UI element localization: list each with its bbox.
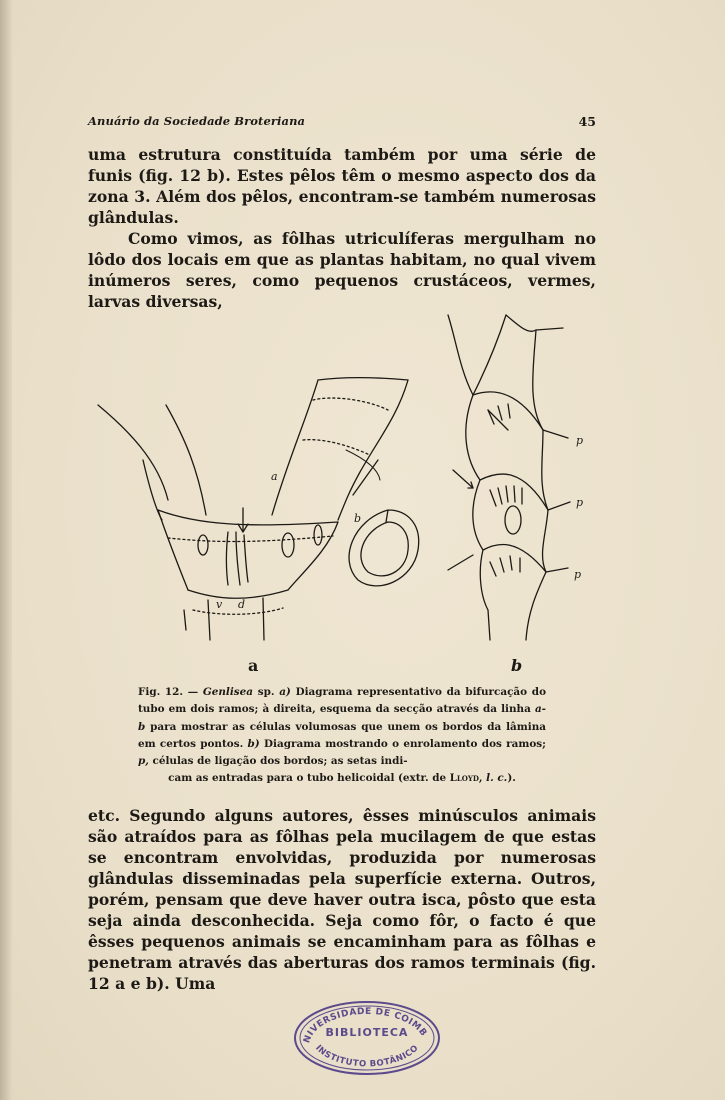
figure-drawing — [88, 310, 596, 680]
annotation-d: d — [238, 598, 246, 611]
page-number: 45 — [578, 114, 596, 129]
annotation-v: v — [216, 598, 223, 611]
paragraph-1: uma estrutura constituída também por uma série de funis (fig. 12 b). Estes pêlos têm o mesmo aspecto dos da zona 3. Além dos pêlos, encontram-se também numerosas glândulas. — [88, 145, 596, 227]
caption-fig-number: Fig. 12. — — [138, 686, 199, 698]
caption-ref: l. c. — [486, 772, 508, 785]
book-spine-shadow — [0, 0, 12, 1100]
svg-text:INSTITUTO BOTÂNICO — [313, 1043, 421, 1069]
stamp-bottom-text: INSTITUTO BOTÂNICO — [313, 1043, 421, 1070]
caption-text-4: Diagrama mostrando o enrolamento dos ramos; — [259, 737, 546, 750]
caption-last-pre: cam as entradas para o tubo helicoidal (extr. de — [168, 772, 450, 785]
figure-caption — [138, 684, 546, 788]
bottom-text-block — [88, 805, 596, 994]
figure-12 — [88, 310, 596, 680]
panel-b-label: b — [511, 656, 523, 675]
library-stamp — [292, 996, 442, 1076]
annotation-p3: p — [574, 568, 582, 581]
caption-last-line: cam as entradas para o tubo helicoidal (extr. de Lloyd, l. c.). — [168, 772, 516, 785]
page-header — [88, 114, 596, 134]
annotation-p2: p — [576, 496, 584, 509]
paragraph-3: etc. Segundo alguns autores, êsses minúsculos animais são atraídos para as fôlhas pela mucilagem de que estas se encontram envolvidas, produzida por numerosas glândulas disseminadas pela superfície externa. Outros, porém, pensam que deve haver outra isca, pôsto que esta seja ainda desconhecida. Seja como fôr, o facto é que êsses pequenos animais se encaminham para as fôlhas e penetram através das aberturas dos ramos terminais (fig. 12 a e b). Uma — [88, 806, 596, 993]
caption-author: Lloyd — [449, 773, 479, 785]
caption-ab: a-b — [138, 703, 546, 733]
annotation-b: b — [354, 512, 362, 525]
paragraph-2: Como vimos, as fôlhas utriculíferas mergulham no lôdo dos locais em que as plantas habitam, no qual vivem inúmeros seres, como pequenos crustáceos, vermes, larvas diversas, — [88, 229, 596, 311]
caption-text-1: sp. — [253, 686, 280, 698]
caption-text-2: Diagrama representativo da bifurcação do tubo em dois ramos; à direita, esquema da secção através da linha — [138, 686, 546, 716]
panel-a-label: a — [248, 656, 259, 675]
stamp-center-text: BIBLIOTECA — [325, 1026, 409, 1039]
annotation-p1: p — [576, 434, 584, 447]
stamp-top-text: NIVERSIDADE DE COIMB — [302, 1006, 429, 1045]
caption-b-marker: b) — [247, 737, 260, 750]
panel-a-drawing — [98, 378, 408, 640]
caption-a-marker: a) — [279, 686, 291, 698]
running-head: Anuário da Sociedade Broteriana — [88, 114, 306, 128]
caption-last-post: ). — [507, 772, 516, 785]
annotation-a: a — [271, 470, 278, 483]
top-text-block — [88, 144, 596, 312]
panel-b-drawing — [448, 315, 570, 640]
caption-text-3: para mostrar as células volumosas que unem os bordos da lâmina em certos pontos. — [138, 720, 546, 750]
panel-a-dots — [168, 398, 388, 614]
caption-p-marker: p, — [138, 755, 149, 768]
caption-text-5: células de ligação dos bordos; as setas indi- — [148, 755, 408, 768]
caption-genus: Genlisea — [202, 686, 253, 698]
